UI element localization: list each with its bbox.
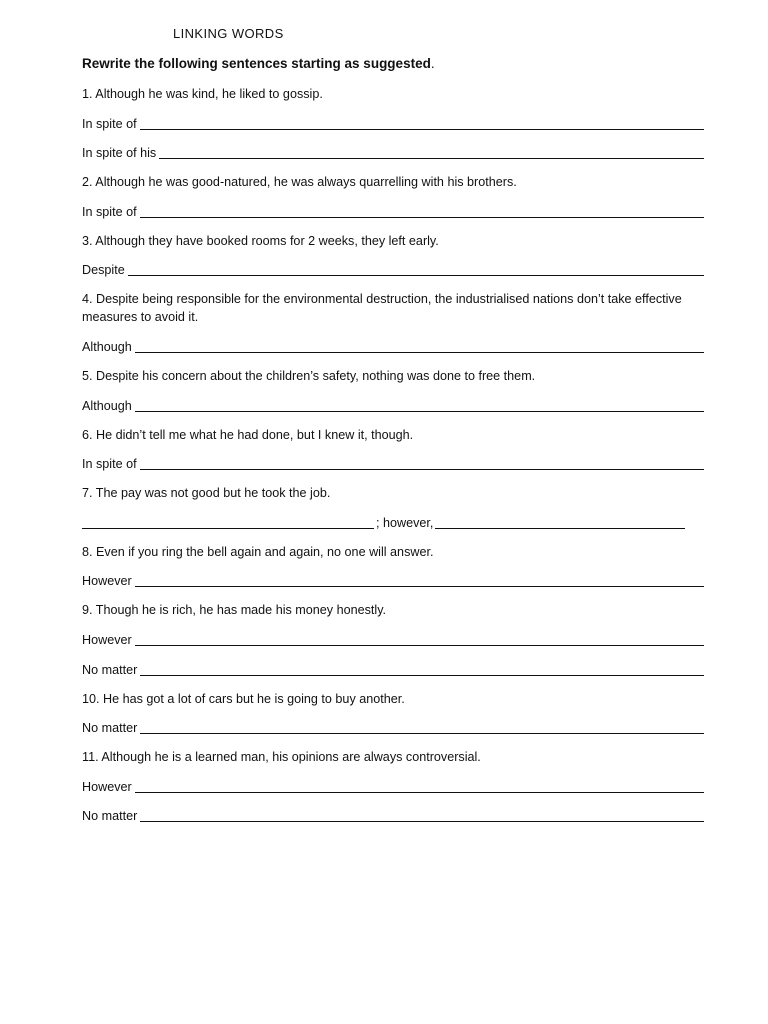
answer-line-3[interactable] xyxy=(82,261,704,279)
answer-line-6[interactable] xyxy=(82,455,704,473)
exercise-sentence-11: 11. Although he is a learned man, his opinions are always controversial. xyxy=(82,750,481,765)
answer-line-11b[interactable] xyxy=(82,807,704,825)
answer-prompt: In spite of xyxy=(82,457,137,472)
answer-line-7[interactable] xyxy=(82,514,704,532)
exercise-sentence-4: 4. Despite being responsible for the environmental destruction, the industrialised nations don’t take effective measures to avoid it. xyxy=(82,292,682,325)
answer-blank[interactable] xyxy=(135,339,704,353)
worksheet-page xyxy=(82,24,704,825)
answer-prompt: No matter xyxy=(82,721,138,736)
answer-line-9b[interactable] xyxy=(82,661,704,679)
instruction-label: Rewrite the following sentences starting as suggested xyxy=(82,56,431,71)
exercise-sentence-2: 2. Although he was good-natured, he was always quarrelling with his brothers. xyxy=(82,175,517,190)
answer-prompt: In spite of xyxy=(82,116,137,131)
exercise-sentence-6: 6. He didn’t tell me what he had done, but I knew it, though. xyxy=(82,427,414,442)
exercise-sentence-10: 10. He has got a lot of cars but he is going to buy another. xyxy=(82,691,405,706)
answer-line-4[interactable] xyxy=(82,338,704,356)
exercise-sentence-8: 8. Even if you ring the bell again and again, no one will answer. xyxy=(82,544,434,559)
answer-blank[interactable] xyxy=(140,808,704,822)
answer-line-2[interactable] xyxy=(82,203,704,221)
answer-blank[interactable] xyxy=(135,573,704,587)
answer-connector: ; however, xyxy=(376,515,434,530)
answer-prompt: However xyxy=(82,632,132,647)
exercise-sentence-7: 7. The pay was not good but he took the job. xyxy=(82,486,331,501)
instruction-text xyxy=(82,54,704,74)
answer-prompt: Despite xyxy=(82,263,125,278)
instruction-period: . xyxy=(430,56,435,71)
answer-prompt: However xyxy=(82,779,132,794)
answer-line-1a[interactable] xyxy=(82,115,704,133)
answer-blank[interactable] xyxy=(159,145,704,159)
answer-prompt: No matter xyxy=(82,662,138,677)
answer-blank-second[interactable] xyxy=(435,515,685,529)
page-title: LINKING WORDS xyxy=(173,26,284,41)
exercise-sentence-3: 3. Although they have booked rooms for 2 weeks, they left early. xyxy=(82,233,439,248)
answer-line-8[interactable] xyxy=(82,572,704,590)
exercise-sentence-1: 1. Although he was kind, he liked to gossip. xyxy=(82,87,323,101)
answer-prompt: However xyxy=(82,574,132,589)
answer-blank[interactable] xyxy=(128,262,704,276)
answer-blank[interactable] xyxy=(135,398,704,412)
answer-blank[interactable] xyxy=(140,456,704,470)
answer-blank[interactable] xyxy=(135,632,704,646)
answer-prompt: In spite of his xyxy=(82,146,157,161)
answer-prompt: In spite of xyxy=(82,204,137,219)
answer-line-10[interactable] xyxy=(82,719,704,737)
exercise-sentence-5: 5. Despite his concern about the children’s safety, nothing was done to free them. xyxy=(82,368,536,383)
answer-blank-first[interactable] xyxy=(82,515,374,529)
answer-blank[interactable] xyxy=(140,720,704,734)
answer-prompt: No matter xyxy=(82,809,138,824)
answer-prompt: Although xyxy=(82,339,132,354)
answer-line-5[interactable] xyxy=(82,397,704,415)
answer-prompt: Although xyxy=(82,398,132,413)
answer-line-1b[interactable] xyxy=(82,144,704,162)
answer-line-11a[interactable] xyxy=(82,778,704,796)
exercise-sentence-9: 9. Though he is rich, he has made his money honestly. xyxy=(82,603,387,618)
answer-blank[interactable] xyxy=(140,204,704,218)
answer-blank[interactable] xyxy=(135,779,704,793)
answer-line-9a[interactable] xyxy=(82,631,704,649)
answer-blank[interactable] xyxy=(140,662,704,676)
answer-blank[interactable] xyxy=(140,116,704,130)
